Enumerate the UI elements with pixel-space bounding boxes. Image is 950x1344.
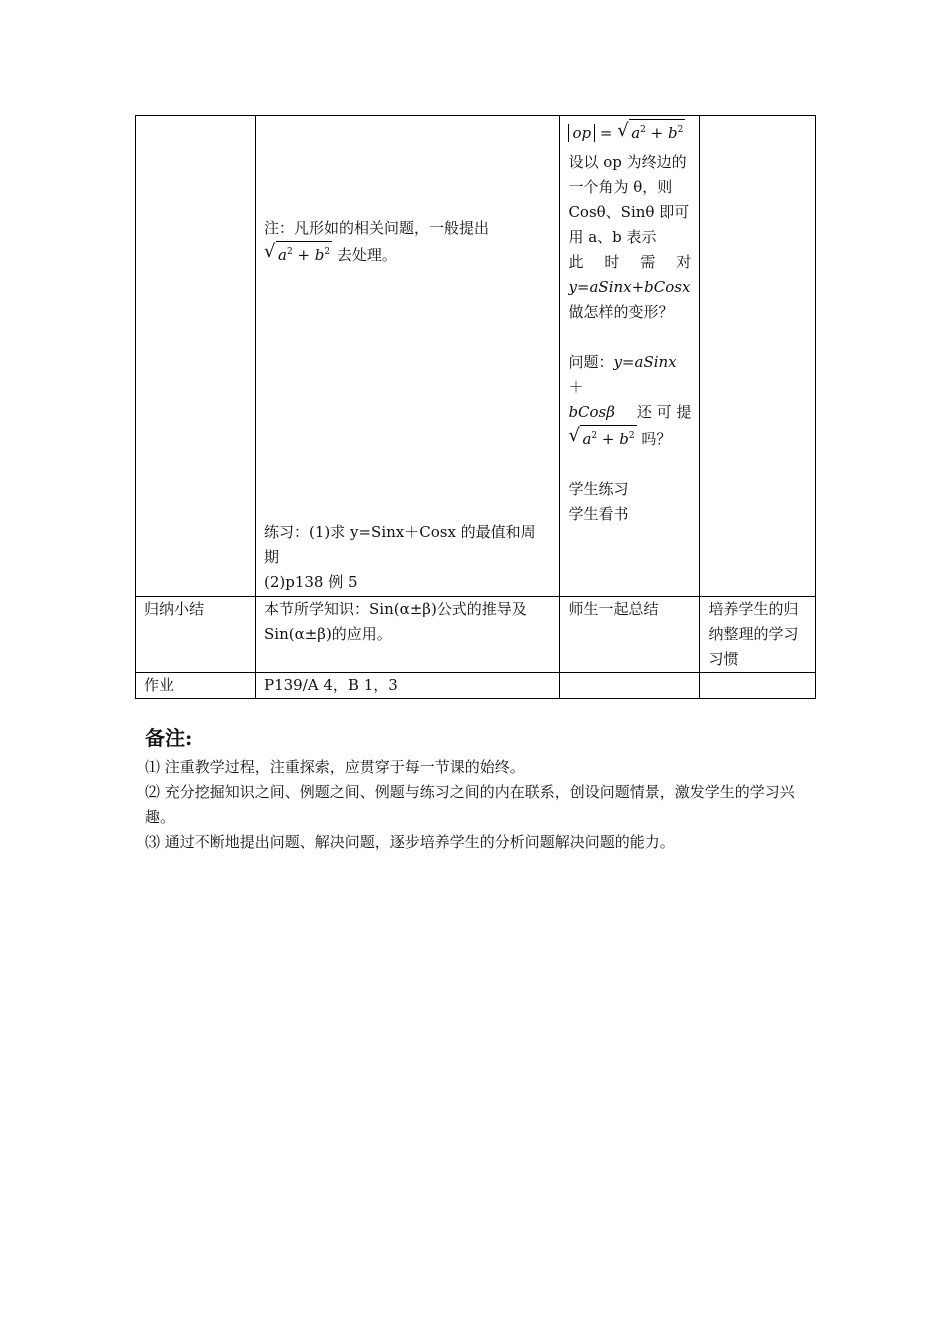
note-prefix: 注：凡形如的相关问题，一般提出	[264, 219, 490, 237]
summary-goal: 培养学生的归纳整理的学习习惯	[700, 597, 816, 673]
col3-read: 学生看书	[568, 505, 629, 523]
question-end: 吗？	[641, 430, 672, 448]
spread-word: 对	[676, 253, 692, 271]
col3-line-1: 设以 op 为终边的	[568, 153, 687, 171]
question-plus: ＋	[568, 378, 584, 396]
op-magnitude-formula: op = √ $a^2 + b^2$	[568, 116, 691, 150]
question-formula-1: y=aSinx	[613, 353, 677, 371]
col3-practice: 学生练习	[568, 480, 629, 498]
lesson-plan-table	[135, 115, 816, 699]
col3-question-line2	[568, 400, 691, 425]
remark-item: ⑶ 通过不断地提出问题、解决问题，逐步培养学生的分析问题解决问题的能力。	[145, 833, 675, 851]
cell-main-col2	[256, 116, 560, 597]
table-row-summary	[136, 597, 816, 673]
sqrt-formula: √ $a^2 + b^2$	[264, 241, 331, 264]
table-row-homework	[136, 673, 816, 699]
cell-main-col4	[700, 116, 816, 597]
cell-main-col1	[136, 116, 256, 597]
col3-question-line3: √ $a^2 + b^2$ 吗？	[568, 425, 672, 448]
table-row-main	[136, 116, 816, 597]
col3-question	[568, 350, 691, 400]
col3-formula: y=aSinx+bCosx	[568, 278, 691, 296]
col3-line-3: Cosθ、Sinθ 即可	[568, 203, 690, 221]
homework-label: 作业	[136, 673, 256, 699]
remark-item: ⑴ 注重教学过程，注重探索，应贯穿于每一节课的始终。	[145, 758, 525, 776]
exercise-line-1: 练习：(1)求 y=Sinx＋Cosx 的最值和周期	[264, 523, 536, 566]
col3-line-4: 用 a、b 表示	[568, 228, 657, 246]
homework-col4	[700, 673, 816, 699]
summary-activity: 师生一起总结	[560, 597, 700, 673]
summary-label: 归纳小结	[136, 597, 256, 673]
exercise-line-2: (2)p138 例 5	[264, 573, 358, 591]
summary-content: 本节所学知识：Sin(α±β)公式的推导及Sin(α±β)的应用。	[256, 597, 560, 673]
spread-word: 需	[640, 253, 656, 271]
homework-col3	[560, 673, 700, 699]
remark-item: ⑵ 充分挖掘知识之间、例题之间、例题与练习之间的内在联系，创设问题情景，激发学生的学习兴趣。	[145, 783, 795, 826]
spread-word: 时	[604, 253, 620, 271]
question-prefix: 问题：	[568, 353, 614, 371]
question-formula-2: bCosβ	[568, 403, 615, 421]
col3-transform: 做怎样的变形？	[568, 303, 674, 321]
note-suffix: 去处理。	[336, 246, 397, 264]
remarks-title: 备注:	[145, 726, 193, 750]
homework-content: P139/A 4，B 1，3	[256, 673, 560, 699]
col3-spread-line	[568, 250, 691, 275]
op-expression: op	[568, 124, 595, 142]
note-text	[264, 216, 538, 268]
cell-main-col3	[560, 116, 700, 597]
question-mid: 还 可 提	[636, 403, 692, 421]
exercise-text	[264, 520, 538, 595]
remarks-section	[145, 722, 815, 855]
spread-word: 此	[568, 253, 584, 271]
col3-line-2: 一个角为 θ，则	[568, 178, 673, 196]
